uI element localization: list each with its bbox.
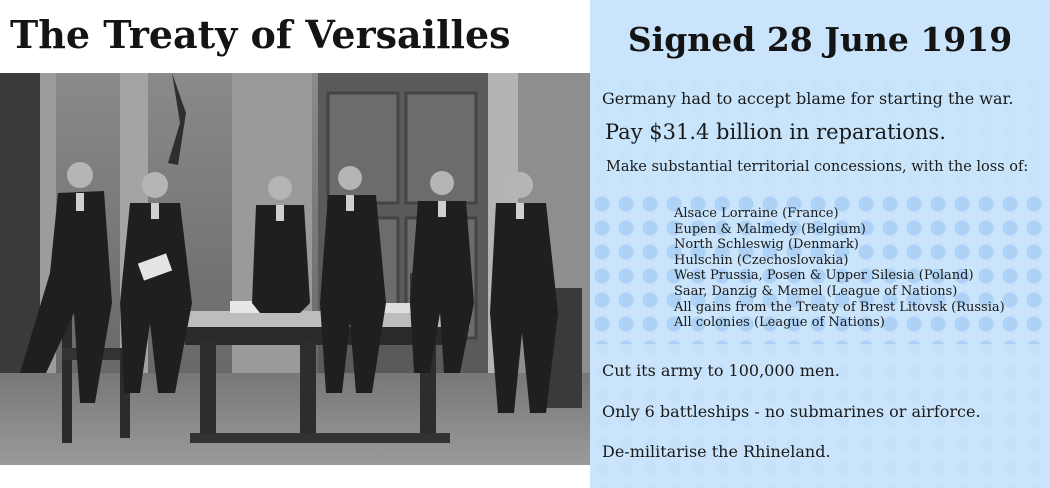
term-blame: Germany had to accept blame for starting the war. <box>602 89 1014 108</box>
list-item: Hulschin (Czechoslovakia) <box>674 252 849 268</box>
list-item: All colonies (League of Nations) <box>674 315 885 331</box>
list-item: Alsace Lorraine (France) <box>674 206 839 221</box>
signed-date-heading: Signed 28 June 1919 <box>627 20 1013 59</box>
term-army: Cut its army to 100,000 men. <box>602 361 840 380</box>
list-item: Eupen & Malmedy (Belgium) <box>674 221 866 237</box>
term-navy: Only 6 battleships - no submarines or airforce. <box>602 402 981 421</box>
term-territory-intro: Make substantial territorial concessions, with the loss of: <box>606 159 1029 175</box>
list-item: All gains from the Treaty of Brest Litovsk (Russia) <box>674 299 1005 315</box>
list-item: Saar, Danzig & Memel (League of Nations) <box>674 283 958 299</box>
territory-loss-list <box>674 206 1005 331</box>
term-rhineland: De-militarise the Rhineland. <box>602 442 831 461</box>
list-item: West Prussia, Posen & Upper Silesia (Poland) <box>674 268 974 284</box>
term-reparations: Pay $31.4 billion in reparations. <box>605 120 946 144</box>
delegates-photo-illustration <box>0 73 590 465</box>
page-title: The Treaty of Versailles <box>10 12 511 57</box>
list-item: North Schleswig (Denmark) <box>674 237 859 253</box>
historical-photo <box>0 73 590 465</box>
treaty-terms-panel <box>590 0 1050 488</box>
